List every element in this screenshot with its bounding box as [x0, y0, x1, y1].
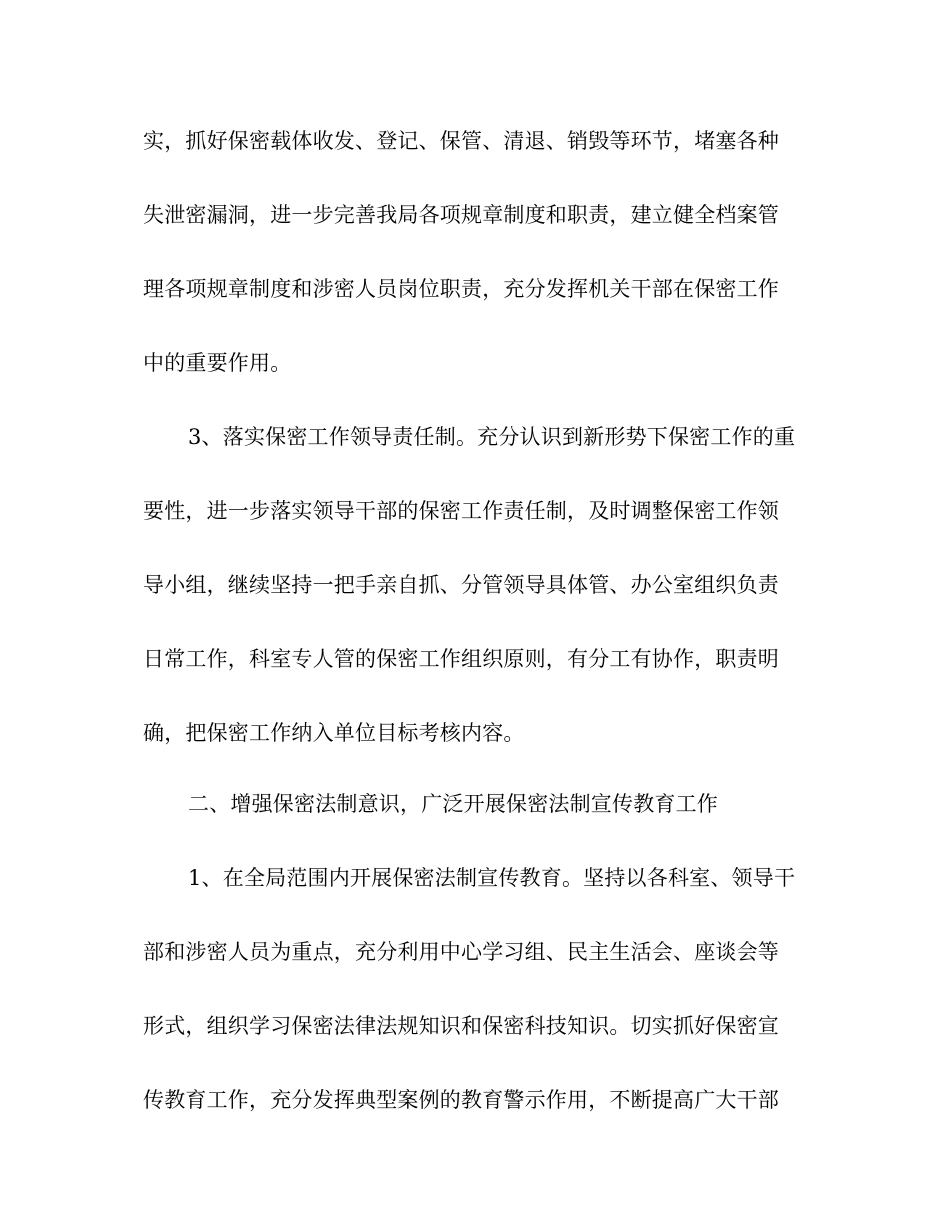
- paragraph-heading-line: 3、落实保密工作领导责任制。充分认识到新形势下保密工作的重: [188, 425, 796, 449]
- text-line: 理各项规章制度和涉密人员岗位职责，充分发挥机关干部在保密工作: [143, 277, 779, 301]
- text-line: 确，把保密工作纳入单位目标考核内容。: [143, 721, 525, 745]
- text-line: 实，抓好保密载体收发、登记、保管、清退、销毁等环节，堵塞各种: [143, 129, 779, 153]
- section-heading: 二、增强保密法制意识，广泛开展保密法制宣传教育工作: [188, 792, 718, 816]
- text-line: 传教育工作，充分发挥典型案例的教育警示作用，不断提高广大干部: [143, 1088, 779, 1112]
- text-line: 部和涉密人员为重点，充分利用中心学习组、民主生活会、座谈会等: [143, 940, 779, 964]
- text-line: 日常工作，科室专人管的保密工作组织原则，有分工有协作，职责明: [143, 647, 779, 671]
- text-line: 形式，组织学习保密法律法规知识和保密科技知识。切实抓好保密宣: [143, 1014, 779, 1038]
- text-line: 导小组，继续坚持一把手亲自抓、分管领导具体管、办公室组织负责: [143, 573, 779, 597]
- text-line: 失泄密漏洞，进一步完善我局各项规章制度和职责，建立健全档案管: [143, 203, 779, 227]
- text-line: 中的重要作用。: [143, 351, 292, 375]
- text-line: 要性，进一步落实领导干部的保密工作责任制，及时调整保密工作领: [143, 499, 779, 523]
- paragraph-heading-line: 1、在全局范围内开展保密法制宣传教育。坚持以各科室、领导干: [188, 866, 796, 890]
